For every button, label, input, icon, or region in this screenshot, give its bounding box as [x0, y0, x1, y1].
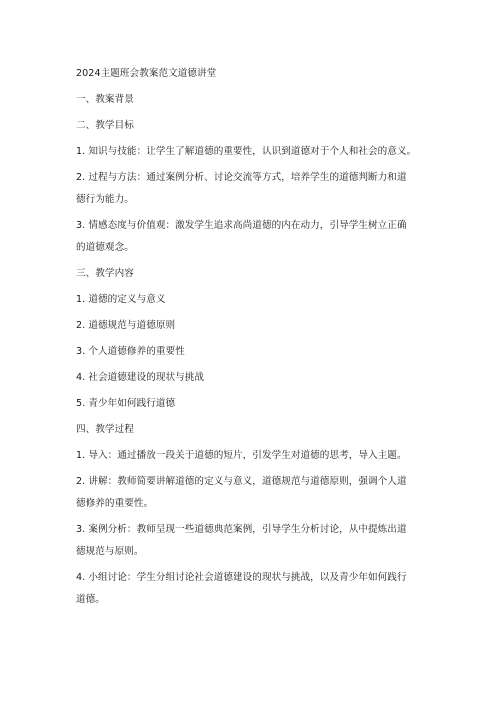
objective-item: 3. 情感态度与价值观：激发学生追求高尚道德的内在动力，引导学生树立正确 — [76, 220, 407, 231]
content-item: 1. 道德的定义与意义 — [76, 294, 166, 305]
process-item-continuation: 德修养的重要性。 — [76, 498, 154, 509]
content-item: 5. 青少年如何践行道德 — [76, 398, 176, 409]
objective-item: 1. 知识与技能：让学生了解道德的重要性，认识到道德对于个人和社会的意义。 — [76, 146, 417, 157]
section-heading-process: 四、教学过程 — [76, 424, 134, 435]
content-item: 3. 个人道德修养的重要性 — [76, 346, 185, 357]
process-item: 2. 讲解：教师简要讲解道德的定义与意义，道德规范与道德原则，强调个人道 — [76, 476, 407, 487]
section-heading-objectives: 二、教学目标 — [76, 120, 134, 131]
content-item: 4. 社会道德建设的现状与挑战 — [76, 372, 205, 383]
objective-item: 2. 过程与方法：通过案例分析、讨论交流等方式，培养学生的道德判断力和道 — [76, 172, 407, 183]
process-item: 1. 导入：通过播放一段关于道德的短片，引发学生对道德的思考，导入主题。 — [76, 450, 407, 461]
content-item: 2. 道德规范与道德原则 — [76, 320, 176, 331]
process-item: 3. 案例分析：教师呈现一些道德典范案例，引导学生分析讨论，从中提炼出道 — [76, 524, 407, 535]
objective-item-continuation: 德行为能力。 — [76, 194, 134, 205]
process-item-continuation: 道德。 — [76, 594, 105, 605]
document-title: 2024主题班会教案范文道德讲堂 — [76, 68, 217, 79]
process-item: 4. 小组讨论：学生分组讨论社会道德建设的现状与挑战，以及青少年如何践行 — [76, 572, 407, 583]
document-body — [76, 66, 448, 608]
section-heading-content: 三、教学内容 — [76, 268, 134, 279]
process-item-continuation: 德规范与原则。 — [76, 546, 144, 557]
section-heading-background: 一、教案背景 — [76, 94, 134, 105]
objective-item-continuation: 的道德观念。 — [76, 242, 134, 253]
